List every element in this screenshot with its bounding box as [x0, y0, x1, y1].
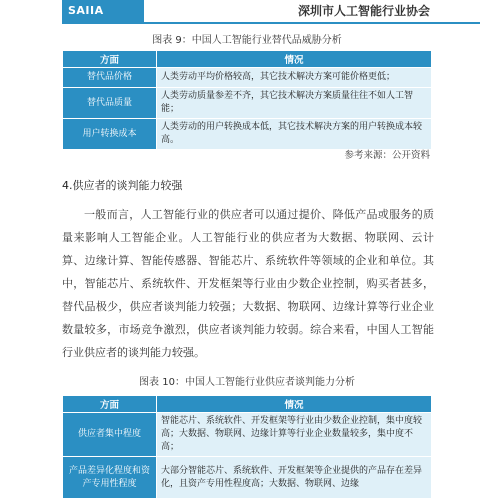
table-row	[63, 119, 432, 150]
table-row	[63, 88, 432, 119]
row-aspect: 替代品价格	[63, 68, 157, 88]
row-detail: 大部分智能芯片、系统软件、开发框架等企业提供的产品存在差异化，且资产专用性程度高；大数据、物联网、边缘	[157, 457, 432, 499]
org-name: 深圳市人工智能行业协会	[297, 4, 430, 18]
table10-header-row	[63, 396, 432, 413]
body-paragraph: 一般而言，人工智能行业的供应者可以通过提价、降低产品或服务的质量来影响人工智能企业。人工智能行业的供应者为大数据、物联网、云计算、边缘计算、智能传感器、智能芯片、系统软件等领域的企业和单位。其中，智能芯片、系统软件、开发框架等行业由少数企业控制，购买者甚多，替代品极少，供应者谈判能力较强；大数据、物联网、边缘计算等行业企业数量较多，市场竞争激烈，供应者谈判能力较弱。综合来看，中国人工智能行业供应者的谈判能力较强。	[62, 208, 434, 359]
col-header-detail: 情况	[157, 396, 432, 413]
row-aspect: 用户转换成本	[63, 119, 157, 150]
table10-caption: 图表 10：中国人工智能行业供应者谈判能力分析	[139, 377, 355, 388]
row-aspect: 产品差异化程度和资产专用性程度	[63, 457, 157, 499]
table9-header-row	[63, 51, 432, 68]
row-detail: 人类劳动质量参差不齐，其它技术解决方案质量往往不如人工智能；	[157, 88, 432, 119]
table-row	[63, 413, 432, 457]
logo: SAIIA	[62, 0, 144, 22]
table-row	[63, 68, 432, 88]
col-header-aspect: 方面	[63, 51, 157, 68]
row-aspect: 供应者集中程度	[63, 413, 157, 457]
table10	[62, 395, 432, 499]
col-header-detail: 情况	[157, 51, 432, 68]
table-row	[63, 457, 432, 499]
row-detail: 人类劳动平均价格较高，其它技术解决方案可能价格更低；	[157, 68, 432, 88]
row-aspect: 替代品质量	[63, 88, 157, 119]
col-header-aspect: 方面	[63, 396, 157, 413]
table9	[62, 50, 432, 150]
table9-source: 参考来源：公开资料	[344, 150, 430, 161]
table9-caption: 图表 9：中国人工智能行业替代品威胁分析	[152, 35, 342, 46]
row-detail: 智能芯片、系统软件、开发框架等行业由少数企业控制，集中度较高；大数据、物联网、边缘计算等行业企业数量较多，集中度不高；	[157, 413, 432, 457]
row-detail: 人类劳动的用户转换成本低，其它技术解决方案的用户转换成本较高。	[157, 119, 432, 150]
section-title: 4.供应者的谈判能力较强	[62, 179, 183, 192]
